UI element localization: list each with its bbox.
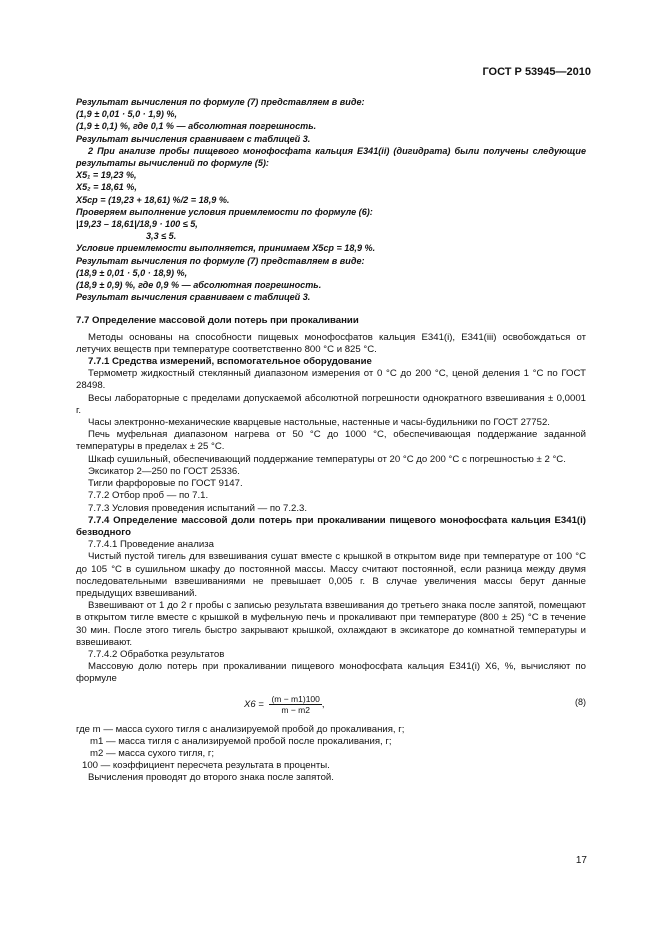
paragraph: Массовую долю потерь при прокаливании пищевого монофосфата кальция Е341(i) X6, %, вычисляют по формуле bbox=[76, 661, 586, 685]
example-line: X5₂ = 18,61 %, bbox=[76, 182, 137, 193]
paragraph: Печь муфельная диапазоном нагрева от 50 °С до 1000 °С, обеспечивающая поддержание заданной температуры в пределах ± 25 °С. bbox=[76, 429, 586, 453]
paragraph: Чистый пустой тигель для взвешивания сушат вместе с крышкой в открытом виде при температуре от 100 °С до 105 °С в сушильном шкафу до постоянной массы. Массу считают постоянной, если разница между двумя последовательными взвешиваниями не превышает 0,005 г. В случае увеличения массы берут данные предыдущих взвешиваний. bbox=[76, 551, 586, 599]
page-content bbox=[76, 96, 586, 785]
example-line: (1,9 ± 0,1) %, где 0,1 % — абсолютная погрешность. bbox=[76, 121, 317, 132]
formula-numerator: (m − m1)100 bbox=[271, 693, 320, 704]
italic-example-block bbox=[76, 96, 586, 303]
legend-line: m1 — масса тигля с анализируемой пробой после прокаливания, г; bbox=[90, 735, 392, 747]
paragraph: 7.7.3 Условия проведения испытаний — по 7.2.3. bbox=[88, 502, 308, 514]
paragraph: Взвешивают от 1 до 2 г пробы с записью результата взвешивания до третьего знака после запятой, помещают в открытом тигле вместе с крышкой в муфельную печь и прокаливают при температуре (800 ± 25) °С в течение 30 мин. После этого тигель быстро закрывают крышкой, охлаждают в эксикаторе до комнатной температуры и взвешивают. bbox=[76, 600, 586, 648]
variable-legend bbox=[76, 724, 586, 773]
paragraph: Весы лабораторные с пределами допускаемой абсолютной погрешности однократного взвешивания ± 0,0001 г. bbox=[76, 392, 586, 416]
legend-line: где m — масса сухого тигля с анализируемой пробой до прокаливания, г; bbox=[76, 723, 405, 735]
formula-denominator: m − m2 bbox=[281, 704, 310, 715]
paragraph: Методы основаны на способности пищевых монофосфатов кальция Е341(i), Е341(iii) освобождаться от летучих веществ при температуре соответственно 800 °С и 825 °С. bbox=[76, 331, 586, 355]
example-line: 3,3 ≤ 5. bbox=[146, 231, 177, 242]
example-line: X5₁ = 19,23 %, bbox=[76, 170, 137, 181]
document-header: ГОСТ Р 53945—2010 bbox=[482, 66, 591, 78]
example-line: 2 При анализе пробы пищевого монофосфата кальция Е341(ii) (дигидрата) были получены следующие результаты вычислений по формуле (5): bbox=[76, 145, 586, 169]
example-line: (18,9 ± 0,9) %, где 0,9 % — абсолютная погрешность. bbox=[76, 280, 322, 291]
example-line: |19,23 – 18,61|/18,9 · 100 ≤ 5, bbox=[76, 219, 198, 230]
subsection-title: 7.7.1 Средства измерений, вспомогательное оборудование bbox=[88, 356, 372, 368]
paragraph: Термометр жидкостный стеклянный диапазоном измерения от 0 °С до 200 °С, ценой деления 1 °С по ГОСТ 28498. bbox=[76, 368, 586, 392]
example-line: Условие приемлемости выполняется, принимаем X5ср = 18,9 %. bbox=[76, 243, 376, 254]
formula-fraction bbox=[269, 694, 321, 715]
paragraph: 7.7.2 Отбор проб — по 7.1. bbox=[88, 490, 209, 502]
paragraph: Шкаф сушильный, обеспечивающий поддержание температуры от 20 °С до 200 °С с погрешностью ± 2 °С. bbox=[88, 453, 566, 465]
example-line: Проверяем выполнение условия приемлемости по формуле (6): bbox=[76, 206, 373, 217]
example-line: (1,9 ± 0,01 · 5,0 · 1,9) %, bbox=[76, 109, 178, 120]
paragraph: Часы электронно-механические кварцевые настольные, настенные и часы-будильники по ГОСТ 27752. bbox=[88, 417, 550, 429]
formula-lhs: X6 = bbox=[244, 698, 264, 710]
formula-8 bbox=[76, 690, 586, 720]
example-line: X5ср = (19,23 + 18,61) %/2 = 18,9 %. bbox=[76, 194, 230, 205]
formula-number: (8) bbox=[575, 696, 586, 707]
paragraph: Эксикатор 2—250 по ГОСТ 25336. bbox=[88, 465, 240, 477]
example-line: Результат вычисления сравниваем с таблицей 3. bbox=[76, 133, 311, 144]
example-line: (18,9 ± 0,01 · 5,0 · 18,9) %, bbox=[76, 267, 188, 278]
section-title: 7.7 Определение массовой доли потерь при прокаливании bbox=[76, 315, 359, 327]
example-line: Результат вычисления по формуле (7) представляем в виде: bbox=[76, 255, 365, 266]
formula-expression: X6 = $\frac{(m - m1)100}{m - m2}$ , bbox=[244, 693, 325, 715]
subsection-title: 7.7.4 Определение массовой доли потерь при прокаливании пищевого монофосфата кальция Е341(i) безводного bbox=[76, 514, 586, 538]
page-number: 17 bbox=[575, 855, 587, 866]
subsection-title: 7.7.4.1 Проведение анализа bbox=[88, 539, 214, 551]
legend-line: 100 — коэффициент пересчета результата в проценты. bbox=[82, 760, 330, 772]
paragraph: Вычисления проводят до второго знака после запятой. bbox=[88, 772, 334, 784]
subsection-title: 7.7.4.2 Обработка результатов bbox=[88, 648, 225, 660]
legend-line: m2 — масса сухого тигля, г; bbox=[90, 747, 215, 759]
example-line: Результат вычисления по формуле (7) представляем в виде: bbox=[76, 97, 365, 107]
paragraph: Тигли фарфоровые по ГОСТ 9147. bbox=[88, 478, 243, 490]
example-line: Результат вычисления сравниваем с таблицей 3. bbox=[76, 292, 311, 303]
